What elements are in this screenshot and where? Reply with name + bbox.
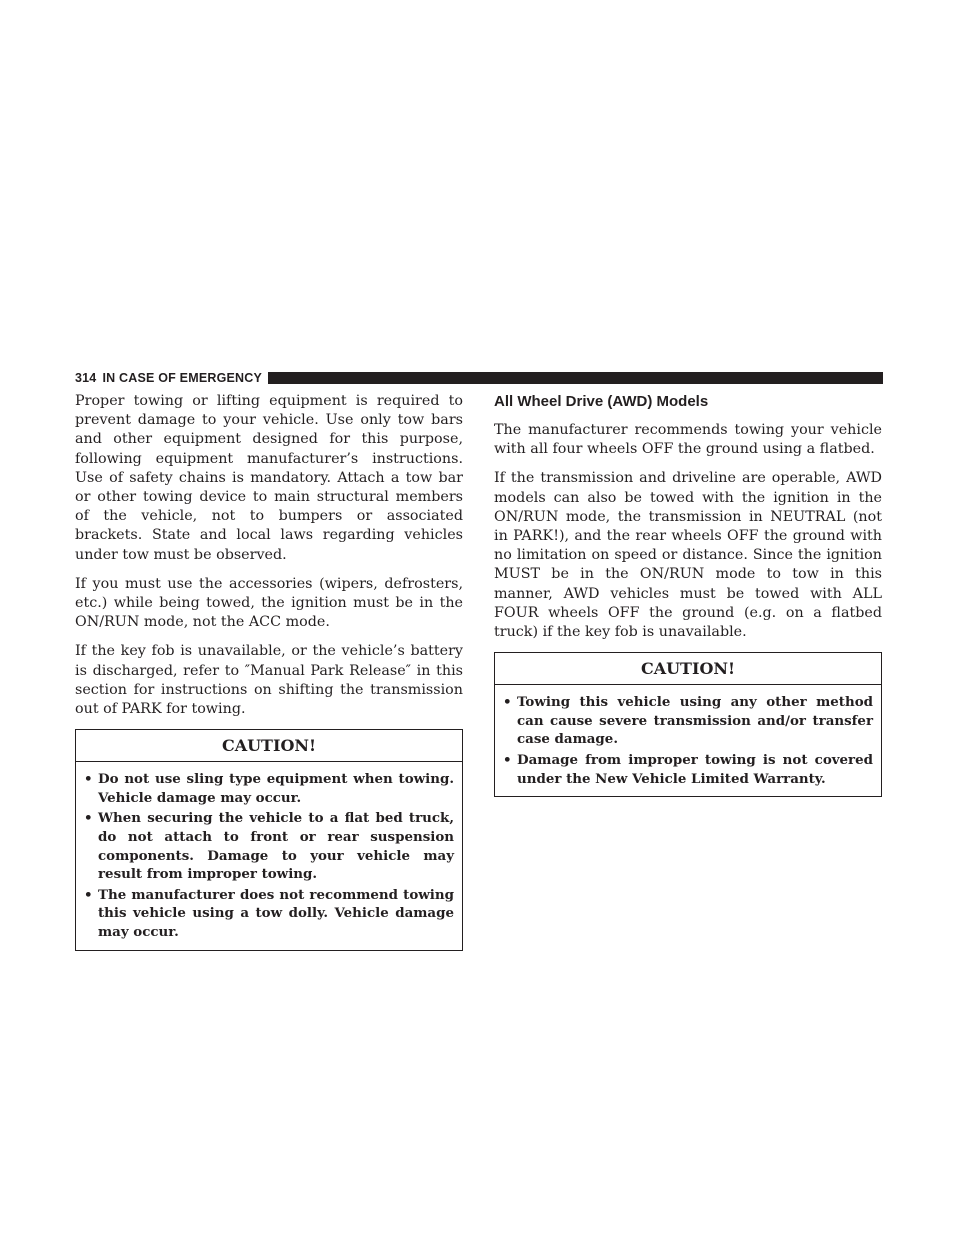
body-paragraph: If the key fob is unavailable, or the vehicle’s battery is discharged, refer to ″Manual Park Release″ in this section for instructions on shifting the transmission out of PARK for towing. [75, 643, 463, 718]
caution-item [503, 693, 873, 749]
right-column [494, 392, 882, 797]
caution-item [503, 751, 873, 788]
caution-list [495, 685, 881, 796]
bullet-icon: • [84, 886, 93, 903]
caution-item-text: The manufacturer does not recommend towing this vehicle using a tow dolly. Vehicle damage may occur. [98, 886, 454, 940]
section-title: IN CASE OF EMERGENCY [102, 371, 263, 385]
body-paragraph: Proper towing or lifting equipment is required to prevent damage to your vehicle. Use only tow bars and other equipment designed for this purpose, following equipment manufacturer’s instructions. Use of safety chains is mandatory. Attach a tow bar or other towing device to main structural members of the vehicle, not to bumpers or associated brackets. State and local laws regarding vehicles under tow must be observed. [75, 393, 463, 563]
header-rule [268, 372, 883, 384]
page-number: 314 [75, 371, 97, 385]
caution-item-text: Damage from improper towing is not covered under the New Vehicle Limited Warranty. [517, 752, 873, 787]
caution-title: CAUTION! [495, 653, 881, 685]
body-paragraph: The manufacturer recommends towing your vehicle with all four wheels OFF the ground using a flatbed. [494, 422, 882, 458]
caution-list [76, 762, 462, 949]
bullet-icon: • [84, 771, 93, 788]
bullet-icon: • [84, 810, 93, 827]
bullet-icon: • [503, 752, 512, 769]
bullet-icon: • [503, 694, 512, 711]
caution-title: CAUTION! [76, 730, 462, 762]
page-header [75, 370, 883, 386]
body-paragraph: If the transmission and driveline are operable, AWD models can also be towed with the ignition in the ON/RUN mode, the transmission in NEUTRAL (not in PARK!), and the rear wheels OFF the ground with no limitation on speed or distance. Since the ignition MUST be in the ON/RUN mode to tow in this manner, AWD vehicles must be towed with ALL FOUR wheels OFF the ground (e.g. on a flatbed truck) if the key fob is unavailable. [494, 470, 882, 641]
caution-item-text: Towing this vehicle using any other method can cause severe transmission and/or transfer case damage. [517, 694, 873, 748]
caution-item [84, 809, 454, 883]
section-heading: All Wheel Drive (AWD) Models [494, 393, 709, 410]
caution-item [84, 886, 454, 942]
body-paragraph: If you must use the accessories (wipers, defrosters, etc.) while being towed, the ignition must be in the ON/RUN mode, not the ACC mode. [75, 575, 463, 631]
caution-item-text: When securing the vehicle to a flat bed truck, do not attach to front or rear suspension components. Damage to your vehicle may result from improper towing. [98, 810, 454, 883]
left-column [75, 392, 463, 951]
caution-box [75, 729, 463, 950]
caution-box [494, 652, 882, 797]
caution-item [84, 770, 454, 807]
caution-item-text: Do not use sling type equipment when towing. Vehicle damage may occur. [98, 771, 454, 806]
